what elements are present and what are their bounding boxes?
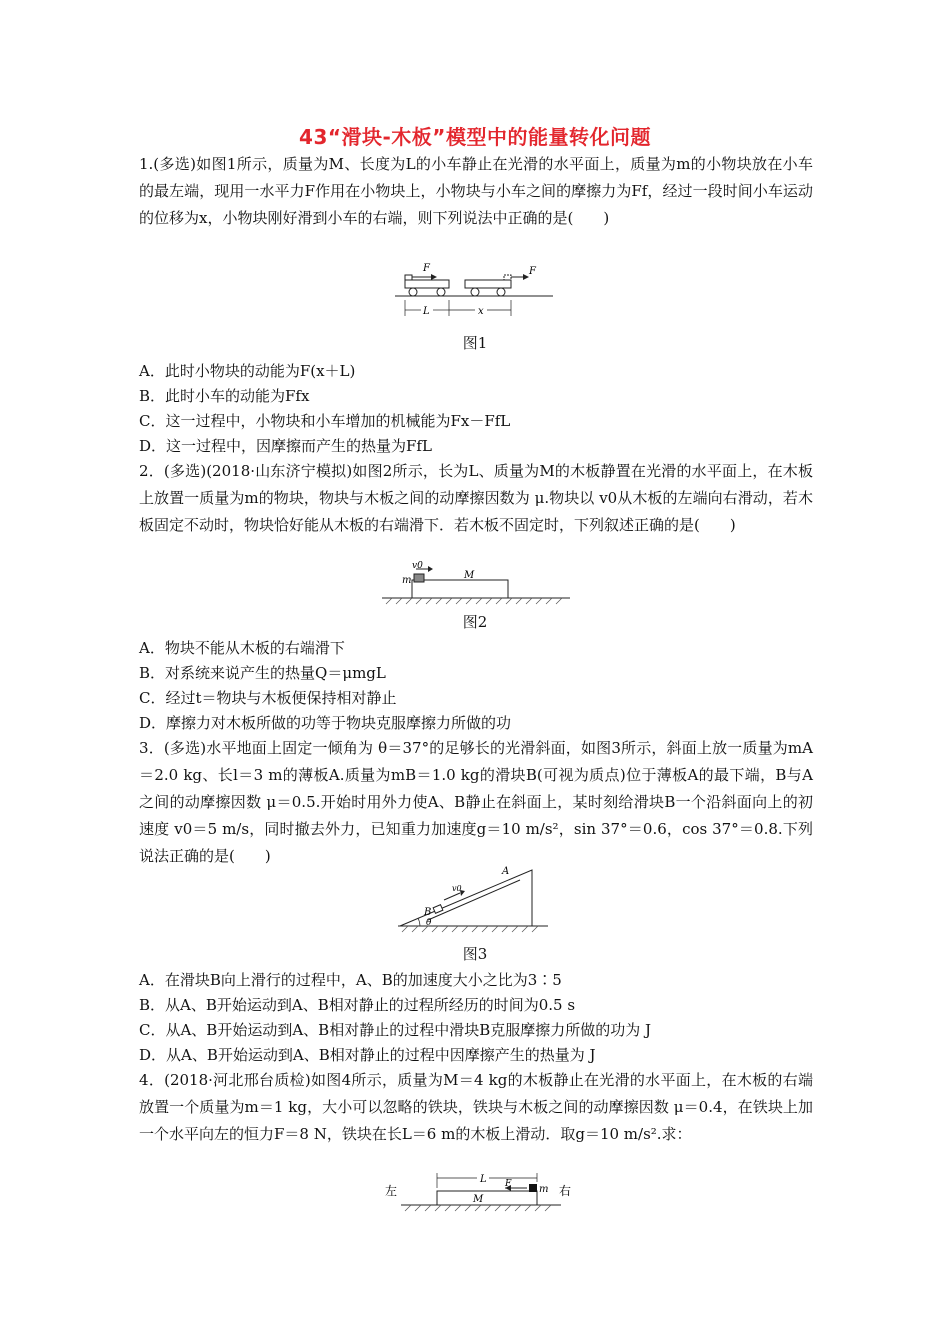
question-3-stem: 3．(多选)水平地面上固定一倾角为 θ＝37°的足够长的光滑斜面，如图3所示，斜面上放一质量为mA＝2.0 kg、长l＝3 m的薄板A.质量为mB＝1.0 kg的滑块B(可视为质点)位于薄板A的最下端，B与A之间的动摩擦因数 μ＝0.5.开始时用外力使A、B静止在斜面上，某时刻给滑块B一个沿斜面向上的初速度 v0＝5 m/s，同时撤去外力，已知重力加速度g＝10 m/s²，sin 37°＝0.6，cos 37°＝0.8.下列说法正确的是( ) bbox=[139, 739, 813, 865]
figure-4-board-label: M bbox=[473, 1194, 484, 1205]
figure-1-displacement-label: x bbox=[478, 306, 484, 317]
figure-3-board-label: A bbox=[502, 866, 510, 877]
figure-4-length-label: L bbox=[480, 1174, 487, 1185]
figure-2-board-label: M bbox=[464, 570, 475, 581]
figure-1-force-label-2: F bbox=[529, 266, 536, 277]
question-3-option-b: B．从A、B开始运动到A、B相对静止的过程所经历的时间为0.5 s bbox=[139, 996, 576, 1014]
question-1-stem: 1.(多选)如图1所示，质量为M、长度为L的小车静止在光滑的水平面上，质量为m的小物块放在小车的最左端，现用一水平力F作用在小物块上，小物块与小车之间的摩擦力为Ff，经过一段时间小车运动的位移为x，小物块刚好滑到小车的右端，则下列说法中正确的是( ) bbox=[139, 155, 813, 227]
figure-2-block-label: m bbox=[402, 575, 412, 586]
figure-3-velocity-label: v0 bbox=[452, 884, 462, 893]
figure-2-velocity-label: v0 bbox=[412, 561, 423, 571]
question-2-option-d: D．摩擦力对木板所做的功等于物块克服摩擦力所做的功 bbox=[139, 714, 512, 732]
figure-4-right-label: 右 bbox=[559, 1184, 572, 1198]
figure-2-board-diagram bbox=[382, 560, 572, 605]
question-4-stem: 4．(2018·河北邢台质检)如图4所示，质量为M＝4 kg的木板静止在光滑的水平面上，在木板的右端放置一个质量为m＝1 kg，大小可以忽略的铁块，铁块与木板之间的动摩擦因数 μ＝0.4，在铁块上加一个水平向左的恒力F＝8 N，铁块在长L＝6 m的木板上滑动．取g＝10 m/s².求： bbox=[139, 1071, 813, 1143]
figure-4-board-diagram bbox=[385, 1170, 575, 1215]
figure-1-force-label-1: F bbox=[423, 263, 430, 274]
question-2-option-c: C．经过t＝物块与木板便保持相对静止 bbox=[139, 689, 397, 707]
figure-1-cart-diagram bbox=[395, 262, 555, 322]
figure-3-incline-diagram bbox=[398, 860, 550, 935]
figure-3-slider-label: B bbox=[424, 907, 432, 918]
question-2-option-b: B．对系统来说产生的热量Q＝μmgL bbox=[139, 664, 386, 682]
figure-3-caption: 图3 bbox=[462, 945, 488, 963]
figure-4-block-label: m bbox=[539, 1184, 549, 1195]
question-3-option-a: A．在滑块B向上滑行的过程中，A、B的加速度大小之比为3∶5 bbox=[139, 971, 562, 989]
question-1-option-c: C．这一过程中，小物块和小车增加的机械能为Fx－FfL bbox=[139, 412, 511, 430]
figure-1-caption: 图1 bbox=[462, 334, 488, 352]
figure-4-force-label: F bbox=[505, 1179, 512, 1189]
question-1-option-b: B．此时小车的动能为Ffx bbox=[139, 387, 310, 405]
question-3-option-d: D．从A、B开始运动到A、B相对静止的过程中因摩擦产生的热量为 J bbox=[139, 1046, 596, 1064]
question-3-option-c: C．从A、B开始运动到A、B相对静止的过程中滑块B克服摩擦力所做的功为 J bbox=[139, 1021, 651, 1039]
question-1-option-a: A．此时小物块的动能为F(x＋L) bbox=[139, 362, 356, 380]
figure-4-left-label: 左 bbox=[385, 1184, 398, 1198]
question-2-stem: 2．(多选)(2018·山东济宁模拟)如图2所示，长为L、质量为M的木板静置在光滑的水平面上，在木板上放置一质量为m的物块，物块与木板之间的动摩擦因数为 μ.物块以 v0从木板的左端向右滑动，若木板固定不动时，物块恰好能从木板的右端滑下．若木板不固定时，下列叙述正确的是( ) bbox=[139, 462, 813, 534]
question-1-option-d: D．这一过程中，因摩擦而产生的热量为FfL bbox=[139, 437, 432, 455]
document-title: 43“滑块-木板”模型中的能量转化问题 bbox=[299, 125, 651, 149]
figure-2-caption: 图2 bbox=[462, 613, 488, 631]
figure-3-angle-label: θ bbox=[426, 918, 432, 928]
question-2-option-a: A．物块不能从木板的右端滑下 bbox=[139, 639, 345, 657]
figure-1-length-label: L bbox=[423, 306, 430, 317]
